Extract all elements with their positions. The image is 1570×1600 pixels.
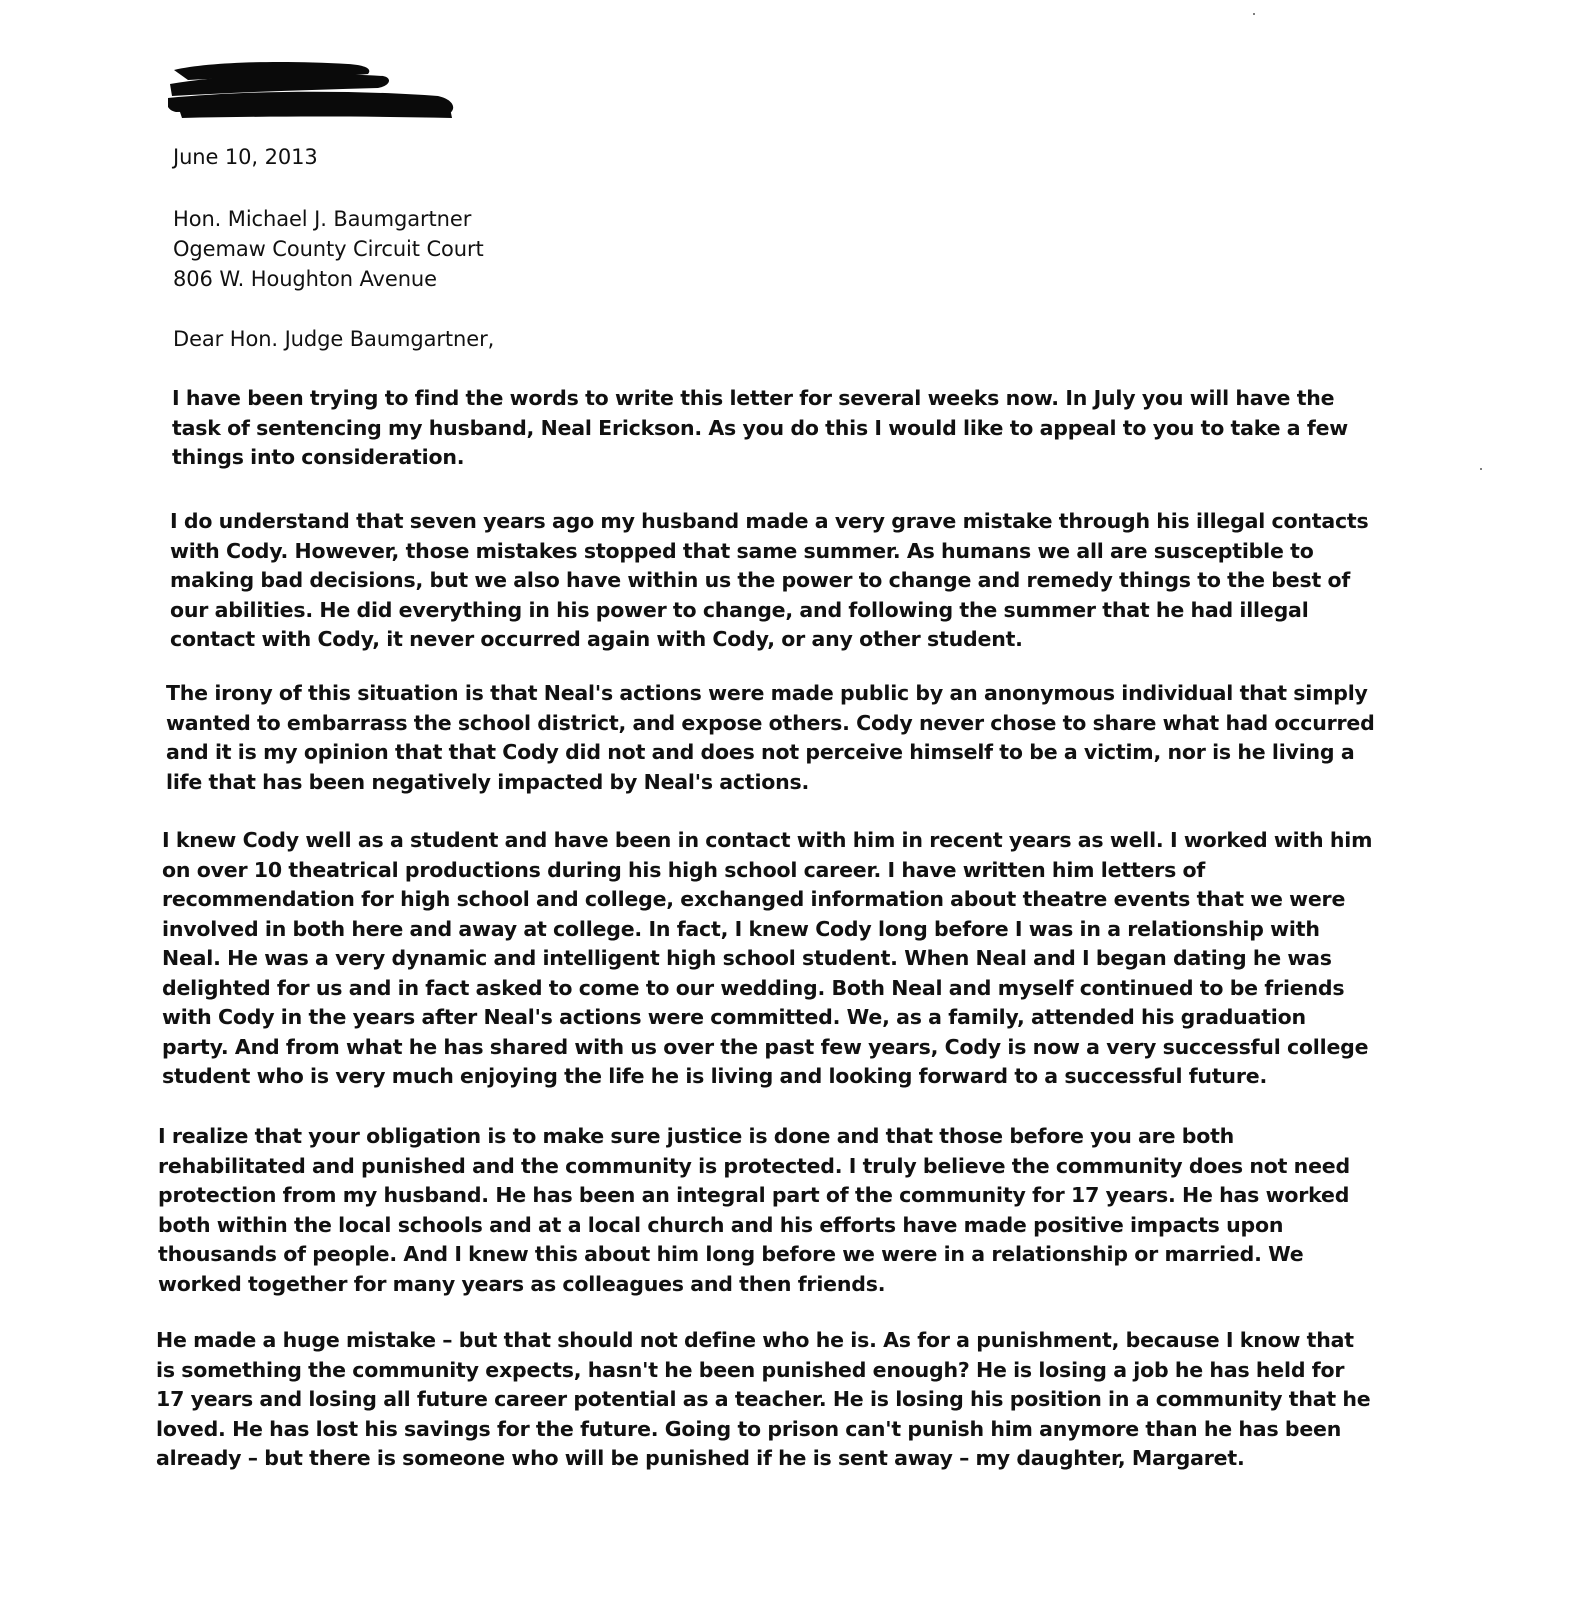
body-paragraph-4: I knew Cody well as a student and have been in contact with him in recent years as well. I worked with him on over 10 theatrical productions during his high school career. I have written him letters of recommendation for high school and college, exchanged information about theatre events that we were involved in both here and away at college. In fact, I knew Cody long before I was in a relationship with Neal. He was a very dynamic and intelligent high school student. When Neal and I began dating he was delighted for us and in fact asked to come to our wedding. Both Neal and myself continued to be friends with Cody in the years after Neal's actions were committed. We, as a family, attended his graduation party. And from what he has shared with us over the past few years, Cody is now a very successful college student who is very much enjoying the life he is living and looking forward to a successful future. [162, 828, 1373, 1088]
redaction-mark [168, 56, 458, 126]
body-paragraph-5: I realize that your obligation is to make sure justice is done and that those before you are both rehabilitated and punished and the community is protected. I truly believe the community does not need protection from my husband. He has been an integral part of the community for 17 years. He has worked both within the local schools and at a local church and his efforts have made positive impacts upon thousands of people. And I knew this about him long before we were in a relationship or married. We worked together for many years as colleagues and then friends. [158, 1124, 1350, 1296]
scan-speck [1253, 13, 1255, 15]
recipient-name: Hon. Michael J. Baumgartner [173, 207, 472, 231]
body-paragraph-6: He made a huge mistake – but that should not define who he is. As for a punishment, because I know that is something the community expects, hasn't he been punished enough? He is losing a job he has held for 17 years and losing all future career potential as a teacher. He is losing his position in a community that he loved. He has lost his savings for the future. Going to prison can't punish him anymore than he has been already – but there is someone who will be punished if he is sent away – my daughter, Margaret. [156, 1328, 1371, 1470]
body-paragraph-1: I have been trying to find the words to write this letter for several weeks now. In July you will have the task of sentencing my husband, Neal Erickson. As you do this I would like to appeal to you to take a few things into consideration. [172, 386, 1349, 469]
salutation: Dear Hon. Judge Baumgartner, [173, 327, 495, 351]
letter-date: June 10, 2013 [173, 145, 318, 169]
body-paragraph-3: The irony of this situation is that Neal's actions were made public by an anonymous individual that simply wanted to embarrass the school district, and expose others. Cody never chose to share what had occurred and it is my opinion that that Cody did not and does not perceive himself to be a victim, nor is he living a life that has been negatively impacted by Neal's actions. [166, 681, 1375, 794]
recipient-court: Ogemaw County Circuit Court [173, 237, 484, 261]
scan-speck [1480, 468, 1482, 470]
recipient-address: 806 W. Houghton Avenue [173, 267, 437, 291]
body-paragraph-2: I do understand that seven years ago my husband made a very grave mistake through his illegal contacts with Cody. However, those mistakes stopped that same summer. As humans we all are susceptible to making bad decisions, but we also have within us the power to change and remedy things to the best of our abilities. He did everything in his power to change, and following the summer that he had illegal contact with Cody, it never occurred again with Cody, or any other student. [170, 509, 1369, 651]
